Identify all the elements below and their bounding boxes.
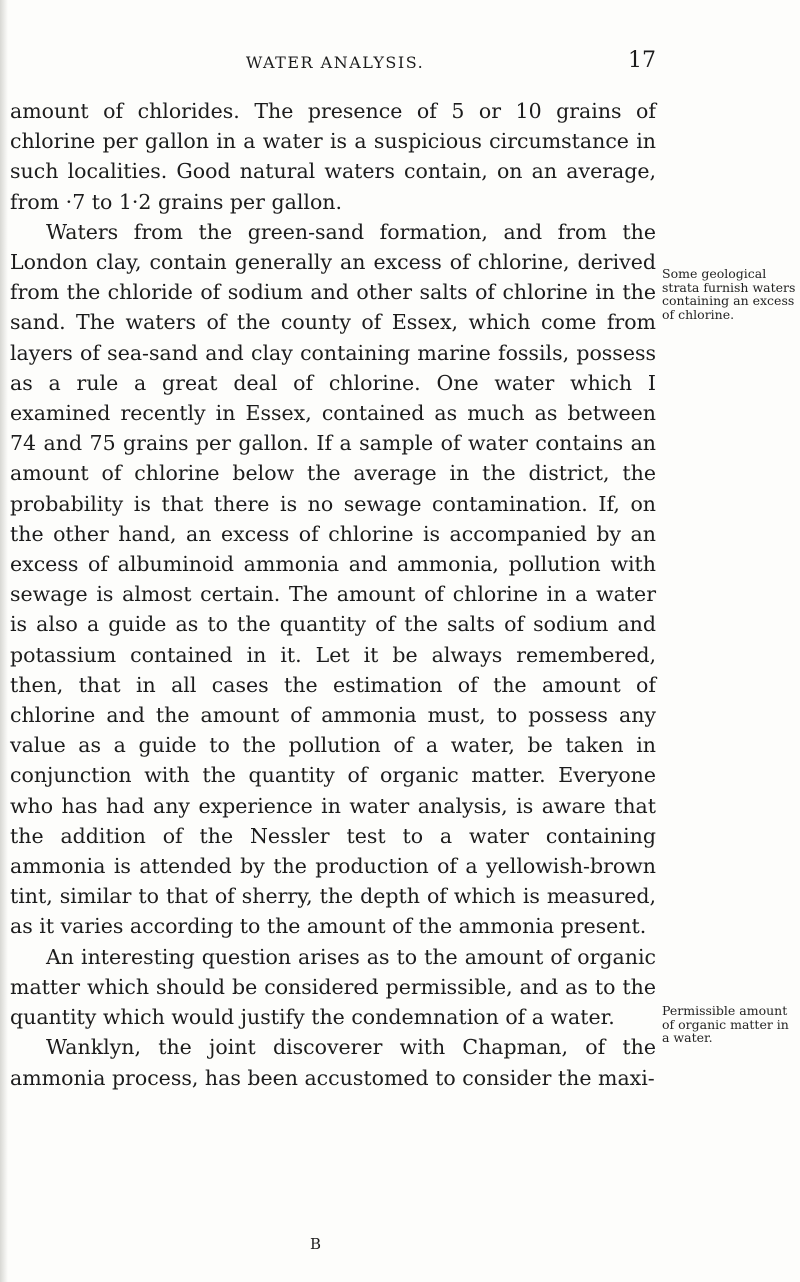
signature-mark: B	[310, 1235, 322, 1253]
page-gutter-shadow	[0, 0, 8, 1282]
paragraph-3: An interesting question arises as to the amount of organic matter which should be considered permissible, and as to the quantity which would justify the condemnation of a water.	[10, 944, 656, 1030]
page-header	[10, 48, 660, 78]
marginal-note-geological-strata: Some geological strata furnish waters containing an excess of chlorine.	[662, 266, 796, 322]
paragraph-2: Waters from the green-sand formation, and from the London clay, contain generally an excess of chlorine, derived from the chloride of sodium and other salts of chlorine in the sand. The waters of the county of Essex, which come from layers of sea-sand and clay containing marine fossils, possess as a rule a great deal of chlorine. One water which I examined recently in Essex, contained as much as between 74 and 75 grains per gallon. If a sample of water contains an amount of chlorine below the average in the district, the probability is that there is no sewage contamination. If, on the other hand, an excess of chlorine is accompanied by an excess of albuminoid ammonia and ammonia, pollution with sewage is almost certain. The amount of chlorine in a water is also a guide as to the quantity of the salts of sodium and potassium contained in it. Let it be always remembered, then, that in all cases the estimation of the amount of chlorine and the amount of ammonia must, to possess any value as a guide to the pollution of a water, be taken in conjunction with the quantity of organic matter. Everyone who has had any experience in water analysis, is aware that the addition of the Nessler test to a water containing ammonia is attended by the production of a yellowish-brown tint, similar to that of sherry, the depth of which is measured, as it varies according to the amount of the ammonia present.	[10, 219, 656, 939]
running-title: WATER ANALYSIS.	[245, 53, 425, 72]
marginal-note-permissible-organic-matter: Permissible amount of organic matter in a water.	[662, 1003, 789, 1045]
paragraph-4: Wanklyn, the joint discoverer with Chapman, of the ammonia process, has been accustomed to consider the maxi-	[10, 1035, 656, 1090]
paragraph-1: amount of chlorides. The presence of 5 or 10 grains of chlorine per gallon in a water is a suspicious circumstance in such localities. Good natural waters contain, on an average, from ·7 to 1·2 grains per gallon.	[10, 99, 656, 214]
main-text	[10, 96, 656, 1093]
page-number: 17	[628, 48, 656, 73]
